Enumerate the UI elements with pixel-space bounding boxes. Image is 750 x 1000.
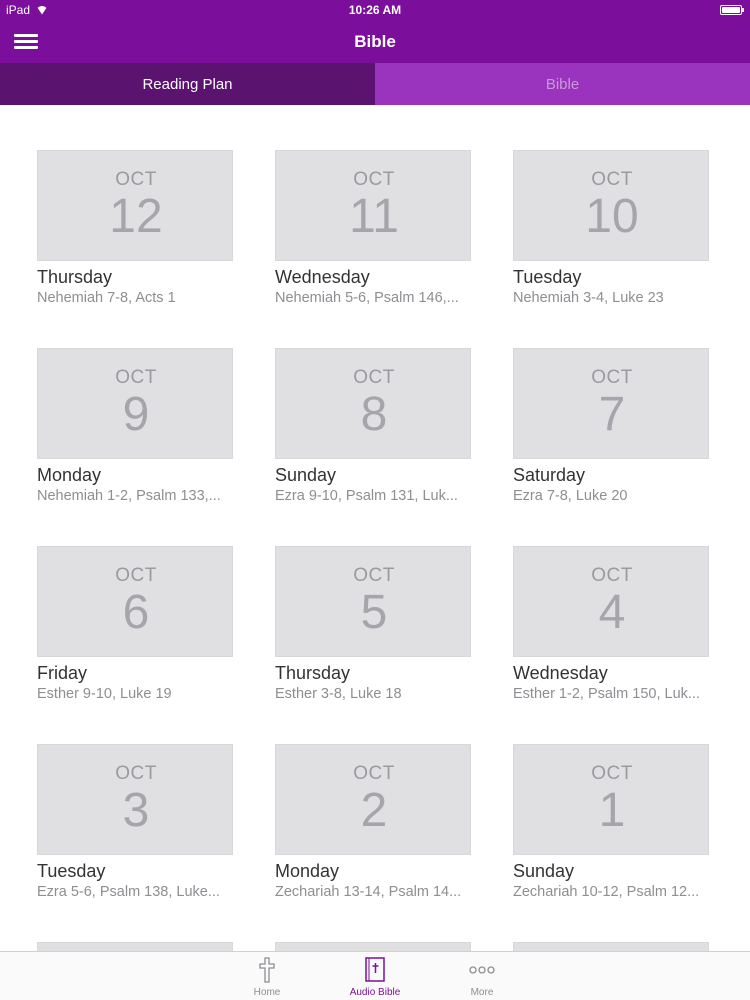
battery-icon [720, 5, 742, 15]
date-month: OCT [115, 169, 157, 190]
date-thumbnail [513, 744, 709, 855]
bible-book-icon [361, 956, 389, 984]
date-thumbnail [275, 546, 471, 657]
day-weekday: Monday [37, 465, 102, 485]
date-day: 3 [122, 784, 150, 837]
date-thumbnail [513, 546, 709, 657]
date-day: 7 [598, 388, 626, 441]
date-thumbnail-partial [275, 942, 471, 951]
day-card[interactable] [37, 546, 237, 716]
day-reading: Ezra 5-6, Psalm 138, Luke... [37, 884, 220, 900]
day-card[interactable] [275, 744, 475, 914]
day-weekday: Thursday [37, 267, 113, 287]
day-card[interactable] [37, 348, 237, 518]
date-day: 6 [122, 586, 150, 639]
date-month: OCT [115, 763, 157, 784]
date-thumbnail-partial [513, 942, 709, 951]
day-weekday: Friday [37, 663, 88, 683]
tab-audio-bible[interactable] [330, 952, 420, 1000]
date-day: 8 [360, 388, 388, 441]
day-reading: Zechariah 10-12, Psalm 12... [513, 884, 700, 900]
date-day: 2 [360, 784, 388, 837]
day-weekday: Wednesday [513, 663, 608, 683]
day-weekday: Tuesday [37, 861, 106, 881]
date-month: OCT [115, 565, 157, 586]
date-month: OCT [115, 367, 157, 388]
day-card[interactable] [37, 150, 237, 320]
date-month: OCT [591, 367, 633, 388]
day-reading: Esther 3-8, Luke 18 [275, 686, 402, 702]
page-title: Bible [354, 32, 396, 51]
date-month: OCT [591, 763, 633, 784]
day-card[interactable] [513, 150, 713, 320]
reading-plan-grid [0, 105, 750, 951]
day-reading: Esther 1-2, Psalm 150, Luk... [513, 686, 700, 702]
segment-reading-plan[interactable]: Reading Plan [0, 63, 375, 105]
cross-icon [253, 956, 281, 984]
date-thumbnail [37, 744, 233, 855]
date-month: OCT [591, 169, 633, 190]
day-card[interactable] [513, 348, 713, 518]
tab-home-label: Home [253, 987, 281, 998]
date-month: OCT [353, 367, 395, 388]
date-thumbnail [275, 744, 471, 855]
date-day: 11 [349, 190, 399, 243]
day-weekday: Sunday [275, 465, 337, 485]
day-reading: Nehemiah 3-4, Luke 23 [513, 290, 664, 306]
date-day: 5 [360, 586, 388, 639]
device-name: iPad [6, 3, 31, 17]
day-card[interactable] [37, 744, 237, 914]
date-month: OCT [353, 565, 395, 586]
date-thumbnail [275, 348, 471, 459]
day-weekday: Monday [275, 861, 340, 881]
day-weekday: Sunday [513, 861, 575, 881]
day-reading: Nehemiah 7-8, Acts 1 [37, 290, 176, 306]
date-day: 9 [122, 388, 150, 441]
tab-audio-bible-label: Audio Bible [349, 987, 401, 998]
day-reading: Nehemiah 5-6, Psalm 146,... [275, 290, 459, 306]
day-reading: Zechariah 13-14, Psalm 14... [275, 884, 462, 900]
day-weekday: Wednesday [275, 267, 370, 287]
hamburger-menu-icon[interactable] [14, 31, 38, 51]
tab-more-label: More [470, 987, 494, 998]
day-reading: Ezra 9-10, Psalm 131, Luk... [275, 488, 458, 504]
date-thumbnail [37, 348, 233, 459]
date-thumbnail [513, 150, 709, 261]
day-card[interactable] [275, 150, 475, 320]
segmented-control [0, 63, 750, 105]
day-weekday: Tuesday [513, 267, 582, 287]
status-time: 10:26 AM [348, 3, 402, 17]
segment-bible[interactable]: Bible [375, 63, 750, 105]
day-weekday: Saturday [513, 465, 586, 485]
navigation-bar [0, 20, 750, 63]
day-reading: Nehemiah 1-2, Psalm 133,... [37, 488, 221, 504]
day-card[interactable] [513, 744, 713, 914]
date-day: 10 [585, 190, 639, 243]
date-month: OCT [353, 763, 395, 784]
more-dots-icon [468, 956, 496, 984]
date-month: OCT [591, 565, 633, 586]
date-thumbnail-partial [37, 942, 233, 951]
day-reading: Esther 9-10, Luke 19 [37, 686, 172, 702]
top-bar [0, 0, 750, 63]
tab-more[interactable] [437, 952, 527, 1000]
day-weekday: Thursday [275, 663, 351, 683]
status-bar [0, 0, 750, 20]
date-thumbnail [37, 546, 233, 657]
day-card[interactable] [275, 348, 475, 518]
date-day: 12 [109, 190, 163, 243]
day-card[interactable] [513, 546, 713, 716]
tab-home[interactable] [222, 952, 312, 1000]
date-day: 4 [598, 586, 626, 639]
date-thumbnail [513, 348, 709, 459]
date-thumbnail [37, 150, 233, 261]
day-card[interactable] [275, 546, 475, 716]
tab-bar [0, 951, 750, 1000]
date-month: OCT [353, 169, 395, 190]
date-thumbnail [275, 150, 471, 261]
date-day: 1 [598, 784, 626, 837]
day-reading: Ezra 7-8, Luke 20 [513, 488, 628, 504]
